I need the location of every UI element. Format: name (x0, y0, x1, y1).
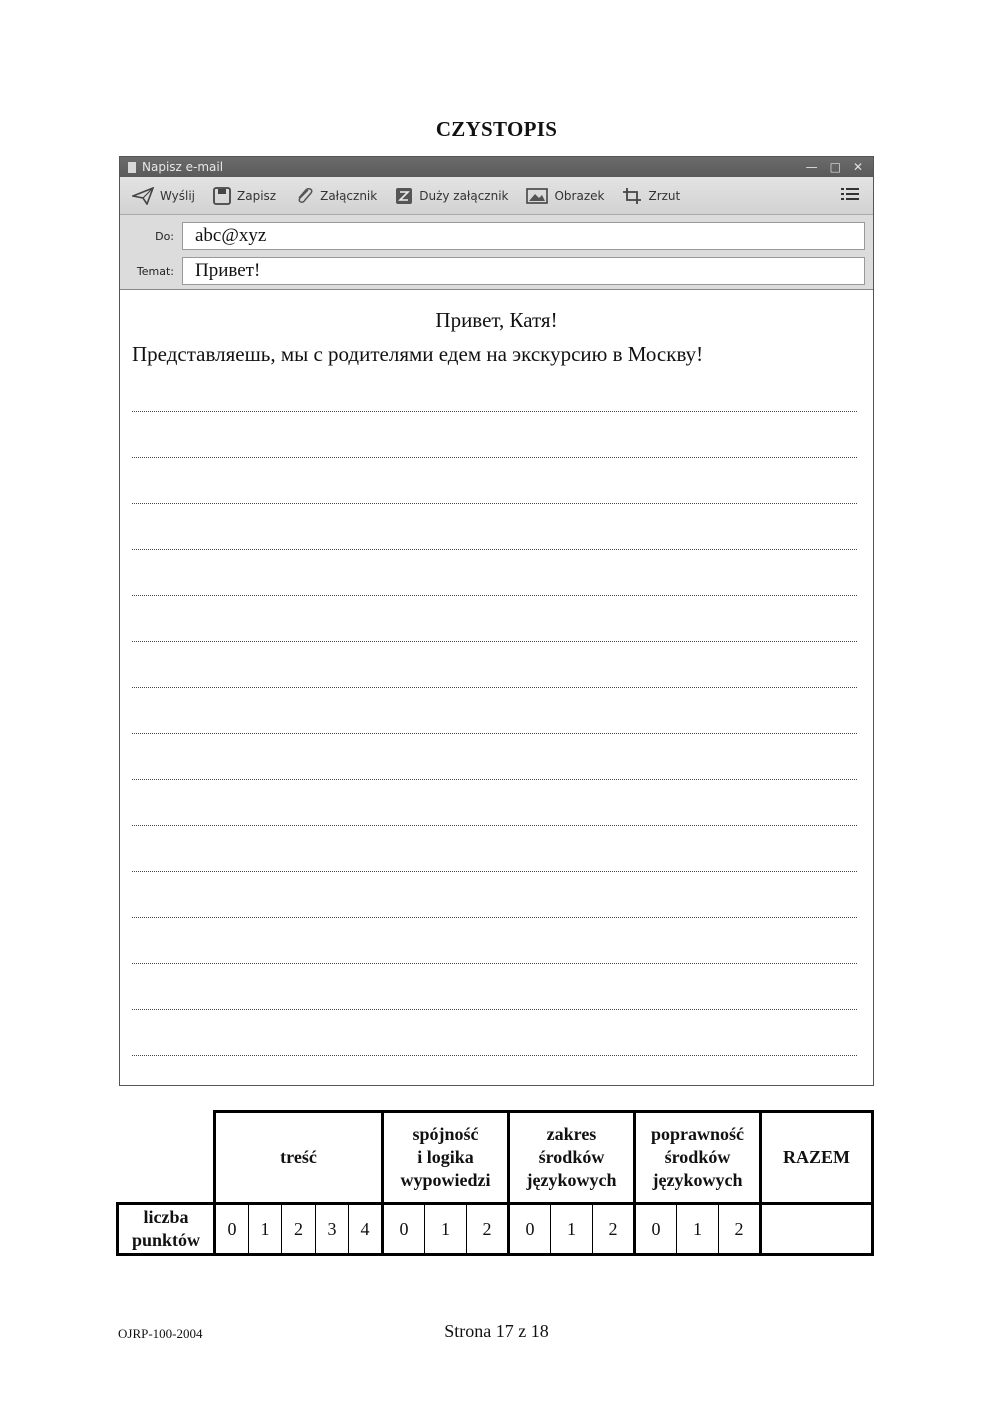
score-cell[interactable]: 3 (316, 1204, 349, 1255)
score-cell[interactable]: 2 (719, 1204, 761, 1255)
close-icon[interactable]: ✕ (852, 160, 863, 174)
writing-line[interactable] (132, 688, 857, 734)
to-field[interactable]: abc@xyz (182, 222, 865, 250)
writing-line[interactable] (132, 734, 857, 780)
email-body[interactable] (120, 308, 873, 1056)
zip-icon (395, 187, 413, 205)
accuracy-header: poprawność środków językowych (635, 1112, 761, 1204)
crop-icon (622, 187, 642, 205)
image-icon (526, 187, 548, 205)
writing-line[interactable] (132, 642, 857, 688)
email-first-line: Представляешь, мы с родителями едем на экскурсию в Москву! (132, 342, 704, 366)
total-header: RAZEM (761, 1112, 873, 1204)
document-code: OJRP-100-2004 (118, 1326, 203, 1341)
writing-line[interactable] (132, 1010, 857, 1056)
window-titlebar (120, 157, 873, 177)
page-title: CZYSTOPIS (435, 117, 558, 141)
minimize-icon[interactable]: — (805, 160, 818, 174)
writing-line[interactable] (132, 458, 857, 504)
subject-field[interactable]: Привет! (182, 257, 865, 285)
screenshot-label: Zrzut (648, 188, 681, 203)
send-icon (132, 187, 154, 205)
image-button[interactable] (526, 187, 604, 205)
send-label: Wyślij (160, 188, 196, 203)
score-cell[interactable]: 1 (249, 1204, 282, 1255)
paperclip-icon (294, 187, 314, 205)
range-header: zakres środków językowych (509, 1112, 635, 1204)
send-button[interactable] (132, 187, 195, 205)
list-menu-icon (841, 186, 859, 202)
writing-line[interactable] (132, 376, 857, 412)
score-cell[interactable]: 0 (383, 1204, 425, 1255)
score-cell[interactable]: 2 (282, 1204, 316, 1255)
menu-button[interactable] (841, 186, 859, 205)
writing-line[interactable] (132, 550, 857, 596)
email-window (119, 156, 874, 1086)
score-table (116, 1110, 874, 1256)
writing-line[interactable] (132, 504, 857, 550)
score-cell[interactable]: 2 (593, 1204, 635, 1255)
points-row-label: liczba punktów (118, 1204, 215, 1255)
score-cell[interactable]: 0 (215, 1204, 249, 1255)
score-cell[interactable]: 0 (635, 1204, 677, 1255)
writing-line[interactable] (132, 596, 857, 642)
score-cell[interactable]: 1 (551, 1204, 593, 1255)
writing-line[interactable] (132, 412, 857, 458)
coherence-header: spójność i logika wypowiedzi (383, 1112, 509, 1204)
to-label: Do: (155, 229, 174, 243)
attach-label: Załącznik (320, 188, 378, 203)
window-title: Napisz e-mail (142, 160, 224, 174)
document-icon (128, 162, 136, 173)
writing-line[interactable] (132, 918, 857, 964)
image-label: Obrazek (554, 188, 605, 203)
maximize-icon[interactable]: □ (829, 160, 841, 174)
writing-line[interactable] (132, 872, 857, 918)
email-toolbar (120, 177, 873, 215)
writing-line[interactable] (132, 826, 857, 872)
save-icon (213, 187, 231, 205)
big-attach-label: Duży załącznik (419, 188, 509, 203)
score-cell[interactable]: 0 (509, 1204, 551, 1255)
save-label: Zapisz (237, 188, 277, 203)
attach-button[interactable] (294, 187, 377, 205)
big-attach-button[interactable] (395, 187, 508, 205)
total-score-cell[interactable] (761, 1204, 873, 1255)
subject-label: Temat: (136, 264, 174, 278)
score-cell[interactable]: 1 (677, 1204, 719, 1255)
writing-line[interactable] (132, 780, 857, 826)
content-header: treść (215, 1112, 383, 1204)
score-cell[interactable]: 1 (425, 1204, 467, 1255)
score-cell[interactable]: 2 (467, 1204, 509, 1255)
screenshot-button[interactable] (622, 187, 680, 205)
save-button[interactable] (213, 187, 276, 205)
writing-line[interactable] (132, 964, 857, 1010)
page-number: Strona 17 z 18 (444, 1321, 549, 1341)
email-greeting: Привет, Катя! (435, 308, 558, 332)
email-headers (120, 215, 873, 290)
score-cell[interactable]: 4 (349, 1204, 383, 1255)
